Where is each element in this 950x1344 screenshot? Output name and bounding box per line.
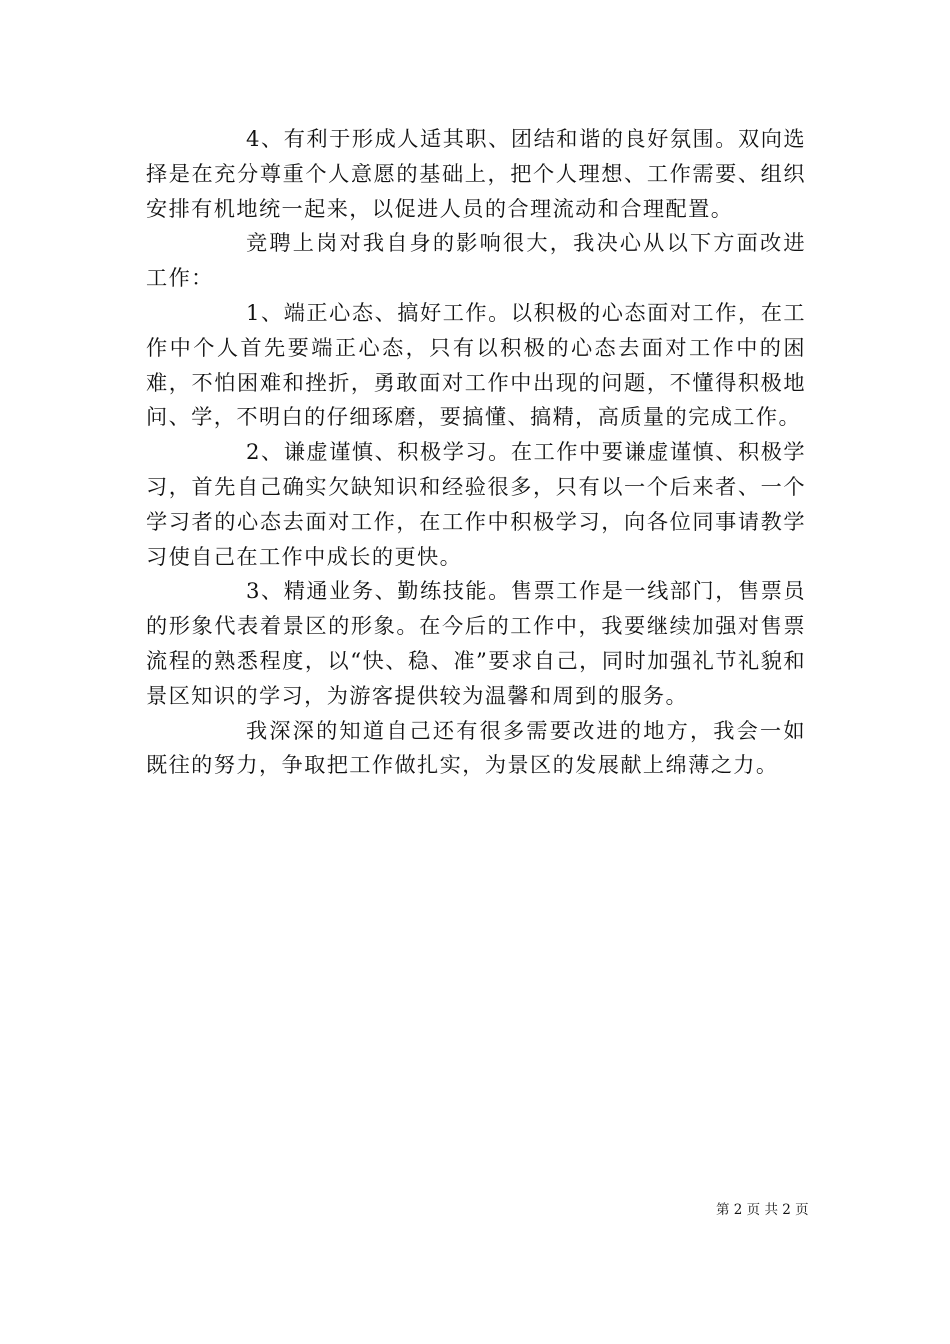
paragraph-improvement-3: 3、精通业务、勤练技能。售票工作是一线部门，售票员的形象代表着景区的形象。在今后的工作中，我要继续加强对售票流程的熟悉程度，以“快、稳、准”要求自己，同时加强礼节礼貌和景区知识的学习，为游客提供较为温馨和周到的服务。: [146, 578, 806, 708]
paragraph-benefit-4: 4、有利于形成人适其职、团结和谐的良好氛围。双向选择是在充分尊重个人意愿的基础上，把个人理想、工作需要、组织安排有机地统一起来，以促进人员的合理流动和合理配置。: [146, 126, 806, 221]
paragraph-improvement-1: 1、端正心态、搞好工作。以积极的心态面对工作，在工作中个人首先要端正心态，只有以积极的心态去面对工作中的困难，不怕困难和挫折，勇敢面对工作中出现的问题，不懂得积极地问、学，不明白的仔细琢磨，要搞懂、搞精，高质量的完成工作。: [146, 299, 806, 430]
paragraph-improvement-intro: 竞聘上岗对我自身的影响很大，我决心从以下方面改进工作：: [146, 230, 806, 291]
document-body: [146, 122, 806, 783]
page-number-footer: 第 2 页 共 2 页: [716, 1202, 809, 1218]
paragraph-improvement-2: 2、谦虚谨慎、积极学习。在工作中要谦虚谨慎、积极学习，首先自己确实欠缺知识和经验很多，只有以一个后来者、一个学习者的心态去面对工作，在工作中积极学习，向各位同事请教学习使自己在工作中成长的更快。: [146, 439, 806, 569]
paragraph-conclusion: 我深深的知道自己还有很多需要改进的地方，我会一如既往的努力，争取把工作做扎实，为景区的发展献上绵薄之力。: [146, 717, 806, 778]
